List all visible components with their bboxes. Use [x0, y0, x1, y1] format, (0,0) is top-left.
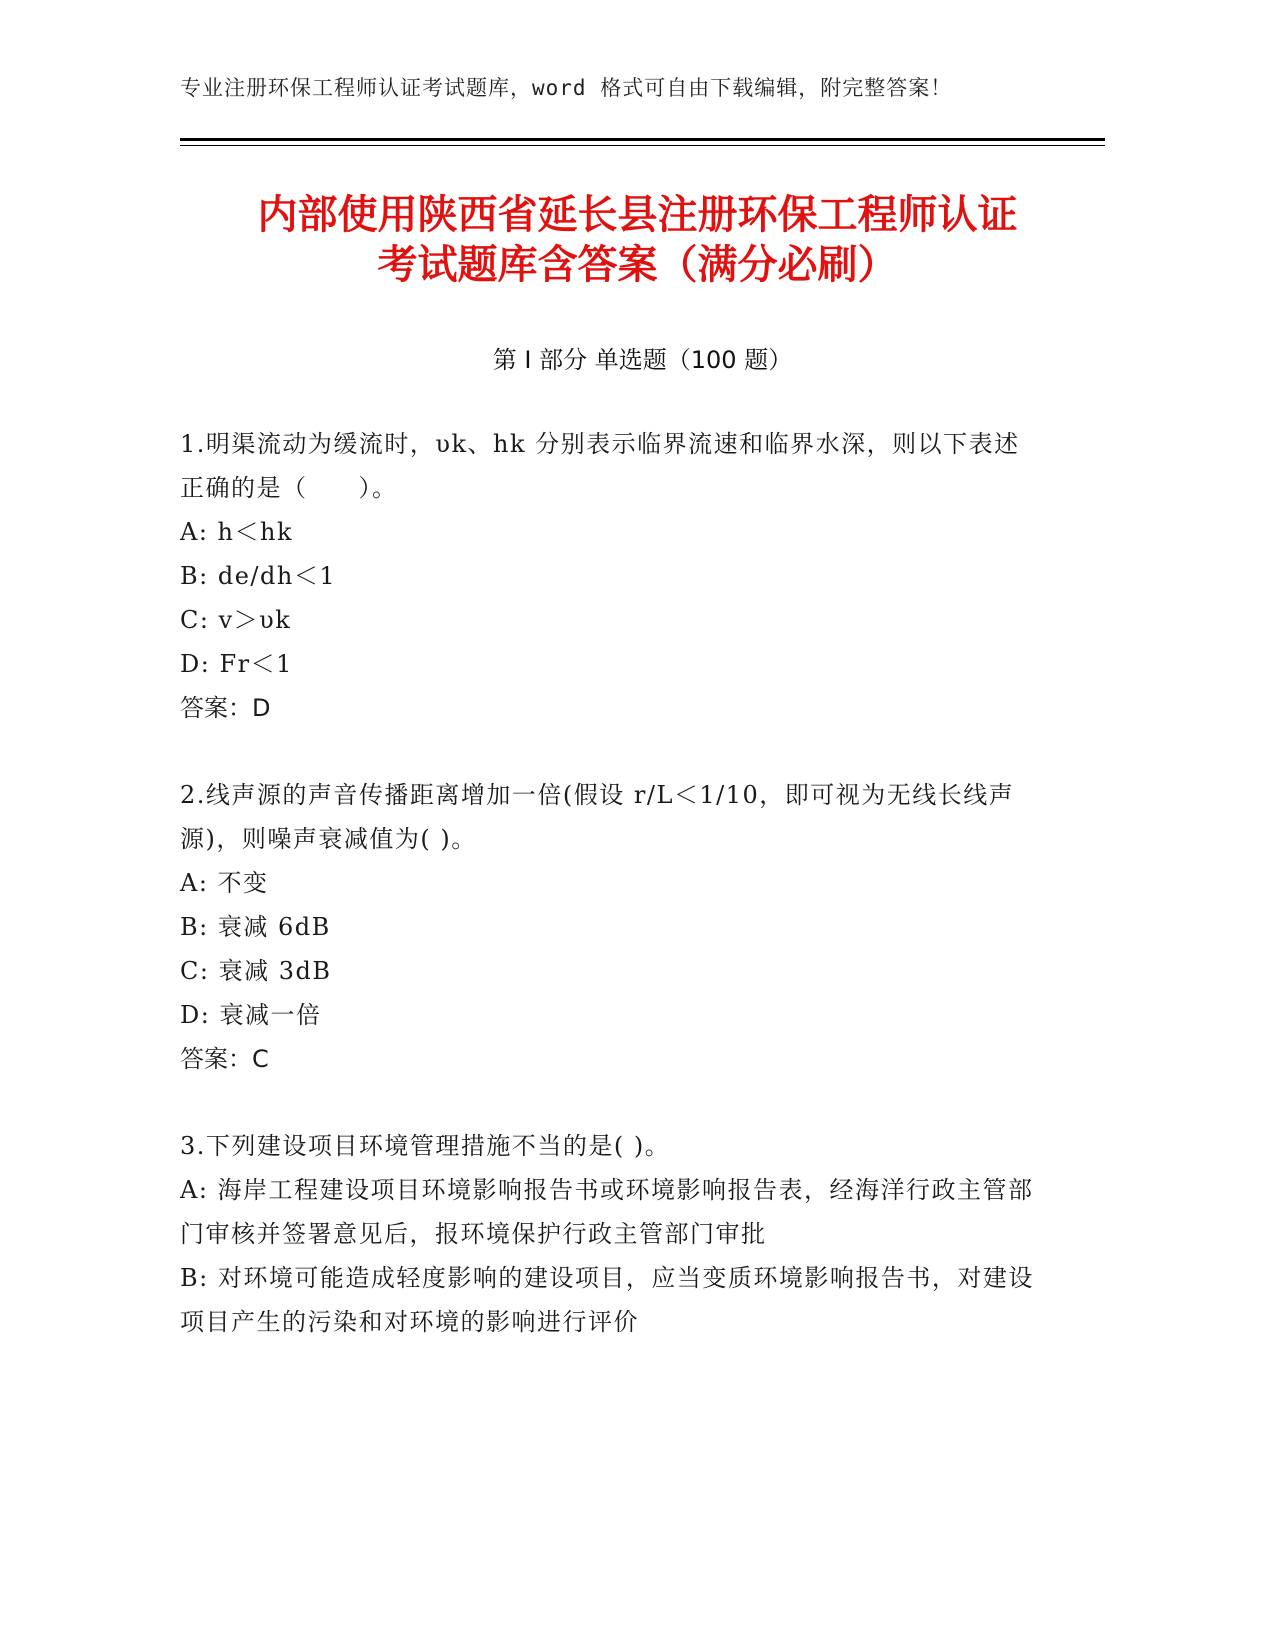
header-divider-thin: [180, 145, 1105, 146]
option-a: A: 不变: [180, 869, 269, 897]
document-title-line-2: 考试题库含答案（满分必刷）: [377, 242, 898, 288]
question-1: [180, 422, 1040, 730]
question-3: [180, 1124, 1040, 1344]
question-stem: 3.下列建设项目环境管理措施不当的是( )。: [180, 1132, 671, 1160]
option-a: A: 海岸工程建设项目环境影响报告书或环境影响报告表，经海洋行政主管部门审核并签署意见后，报环境保护行政主管部门审批: [180, 1176, 1034, 1248]
question-stem: 1.明渠流动为缓流时，υk、hk 分别表示临界流速和临界水深，则以下表述正确的是（ ）。: [180, 430, 1020, 502]
option-d: D: 衰减一倍: [180, 1001, 322, 1029]
option-b: B: de/dh＜1: [180, 562, 337, 590]
option-a: A: h＜hk: [180, 518, 294, 546]
question-list: [180, 422, 1040, 1387]
header-divider-thick: [180, 138, 1105, 141]
answer: 答案：D: [180, 694, 271, 722]
section-heading: 第 I 部分 单选题（100 题）: [492, 346, 793, 374]
option-b: B: 衰减 6dB: [180, 913, 331, 941]
option-c: C: 衰减 3dB: [180, 957, 332, 985]
header-note: 专业注册环保工程师认证考试题库，word 格式可自由下载编辑，附完整答案！: [180, 76, 953, 100]
document-title: [160, 190, 1115, 290]
answer: 答案：C: [180, 1045, 269, 1073]
option-d: D: Fr＜1: [180, 650, 293, 678]
option-b: B: 对环境可能造成轻度影响的建设项目，应当变质环境影响报告书，对建设项目产生的污染和对环境的影响进行评价: [180, 1264, 1034, 1336]
question-2: [180, 773, 1040, 1081]
document-title-line-1: 内部使用陕西省延长县注册环保工程师认证: [257, 192, 1018, 238]
question-stem: 2.线声源的声音传播距离增加一倍(假设 r/L＜1/10，即可视为无线长线声源)，则噪声衰减值为( )。: [180, 781, 1015, 853]
option-c: C: v＞υk: [180, 606, 292, 634]
